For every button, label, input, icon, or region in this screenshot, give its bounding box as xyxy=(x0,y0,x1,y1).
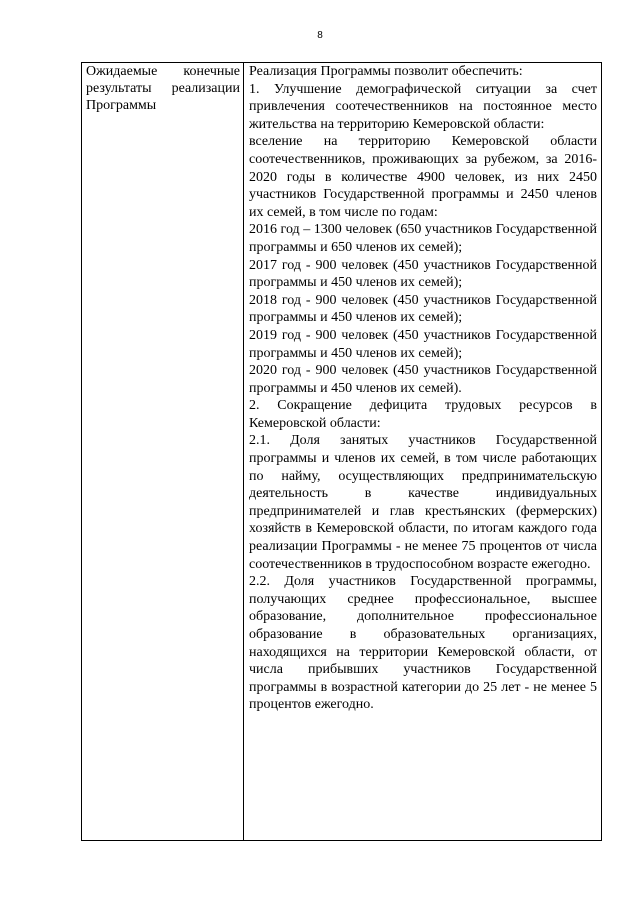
paragraph-item-2-1: 2.1. Доля занятых участников Государственной программы и членов их семей, в том числе работающих по найму, осуществляющих предпринимательскую деятельность в качестве индивидуальных предпринимателей и глав крестьянских (фермерских) хозяйств в Кемеровской области, по итогам каждого года реализации Программы - не менее 75 процентов от числа соотечественников в трудоспособном возрасте ежегодно. xyxy=(249,433,597,572)
paragraph-year-2020: 2020 год - 900 человек (450 участников Государственной программы и 450 членов их семей). xyxy=(249,363,597,396)
results-table xyxy=(81,62,602,841)
table-left-cell xyxy=(82,63,244,840)
table-right-cell xyxy=(244,63,601,840)
paragraph-intro: Реализация Программы позволит обеспечить: xyxy=(249,64,523,79)
paragraph-settlement: вселение на территорию Кемеровской области соотечественников, проживающих за рубежом, за 2016-2020 годы в количестве 4900 человек, из них 2450 участников Государственной программы и 2450 членов их семей, в том числе по годам: xyxy=(249,134,597,220)
paragraph-item-2-2: 2.2. Доля участников Государственной программы, получающих среднее профессиональное, высшее образование, дополнительное профессиональное образование в образовательных организациях, находящихся на территории Кемеровской области, от числа прибывших участников Государственной программы в возрастной категории до 25 лет - не менее 5 процентов ежегодно. xyxy=(249,574,597,713)
page-number: 8 xyxy=(317,30,323,41)
paragraph-item-1: 1. Улучшение демографической ситуации за счет привлечения соотечественников на постоянное место жительства на территорию Кемеровской области: xyxy=(249,81,597,132)
paragraph-year-2018: 2018 год - 900 человек (450 участников Государственной программы и 450 членов их семей); xyxy=(249,292,597,326)
paragraph-year-2017: 2017 год - 900 человек (450 участников Государственной программы и 450 членов их семей); xyxy=(249,257,597,291)
left-heading: Ожидаемые конечные результаты реализации Программы xyxy=(86,64,240,114)
paragraph-year-2016: 2016 год – 1300 человек (650 участников Государственной программы и 650 членов их семей); xyxy=(249,222,597,255)
paragraph-item-2: 2. Сокращение дефицита трудовых ресурсов в Кемеровской области: xyxy=(249,398,597,431)
paragraph-year-2019: 2019 год - 900 человек (450 участников Государственной программы и 450 членов их семей); xyxy=(249,327,597,361)
